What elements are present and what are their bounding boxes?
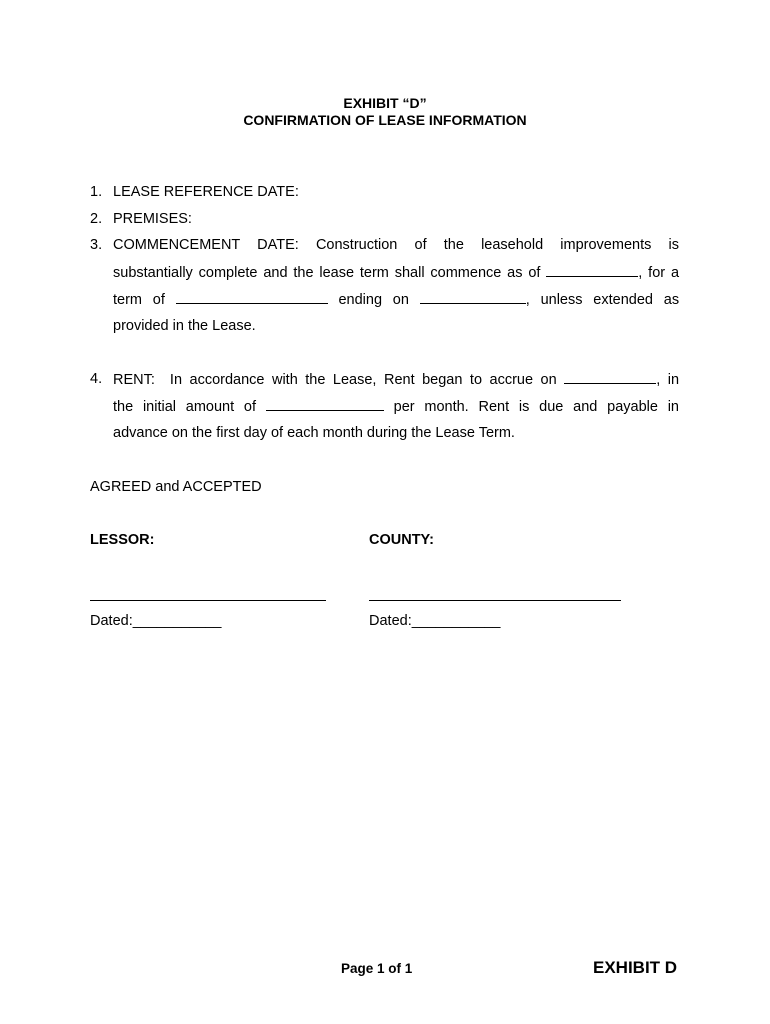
commencement-text: provided in the Lease. bbox=[113, 318, 256, 334]
item-commencement-line-1 bbox=[113, 237, 679, 253]
term-blank[interactable] bbox=[176, 291, 328, 304]
rent-amount-blank[interactable] bbox=[266, 398, 384, 411]
ending-date-blank[interactable] bbox=[420, 291, 526, 304]
commencement-label: COMMENCEMENT DATE: bbox=[113, 237, 299, 253]
item-number: 3. bbox=[90, 237, 103, 253]
item-lease-reference-date: LEASE REFERENCE DATE: bbox=[113, 184, 299, 200]
ending-label: ending on bbox=[338, 292, 409, 308]
rent-label: RENT: bbox=[113, 372, 155, 388]
exhibit-footer: EXHIBIT D bbox=[593, 958, 678, 977]
commencement-text: substantially complete and the lease term shall commence as of bbox=[113, 265, 541, 281]
commencement-text: , for a bbox=[638, 265, 680, 281]
county-dated[interactable]: Dated:___________ bbox=[369, 613, 501, 629]
item-premises: PREMISES: bbox=[113, 211, 192, 227]
commencement-text: Construction of the leasehold improvements is bbox=[315, 237, 679, 253]
term-label: term of bbox=[113, 292, 165, 308]
document-title: CONFIRMATION OF LEASE INFORMATION bbox=[243, 112, 527, 128]
rent-text: the initial amount of bbox=[113, 399, 257, 415]
item-number: 2. bbox=[90, 211, 103, 227]
item-number: 1. bbox=[90, 184, 103, 200]
lessor-dated[interactable]: Dated:___________ bbox=[90, 613, 222, 629]
page-number: Page 1 of 1 bbox=[341, 961, 413, 976]
item-rent-line-1 bbox=[113, 371, 679, 388]
comma: , bbox=[656, 372, 661, 388]
item-number: 4. bbox=[90, 371, 103, 387]
item-commencement-line-3 bbox=[113, 291, 679, 308]
item-rent-line-2 bbox=[113, 398, 679, 415]
commence-date-blank[interactable] bbox=[546, 264, 638, 277]
commencement-text: extended bbox=[593, 292, 653, 308]
item-commencement-line-2 bbox=[113, 264, 679, 281]
lessor-label: LESSOR: bbox=[90, 532, 155, 548]
rent-text: per month. bbox=[393, 399, 469, 415]
exhibit-title: EXHIBIT “D” bbox=[343, 95, 427, 111]
rent-text: in bbox=[667, 372, 680, 388]
commencement-text: as bbox=[663, 292, 680, 308]
rent-text: advance on the first day of each month during the Lease Term. bbox=[113, 425, 515, 441]
rent-accrue-date-blank[interactable] bbox=[564, 371, 656, 384]
commencement-text: unless bbox=[540, 292, 583, 308]
rent-text: In accordance with the Lease, Rent began to accrue on bbox=[169, 372, 557, 388]
agreed-accepted: AGREED and ACCEPTED bbox=[90, 479, 262, 495]
rent-text: Rent is due and payable in bbox=[478, 399, 680, 415]
lessor-signature-line[interactable] bbox=[90, 599, 326, 601]
comma: , bbox=[525, 292, 530, 308]
county-label: COUNTY: bbox=[369, 532, 434, 548]
county-signature-line[interactable] bbox=[369, 599, 621, 601]
